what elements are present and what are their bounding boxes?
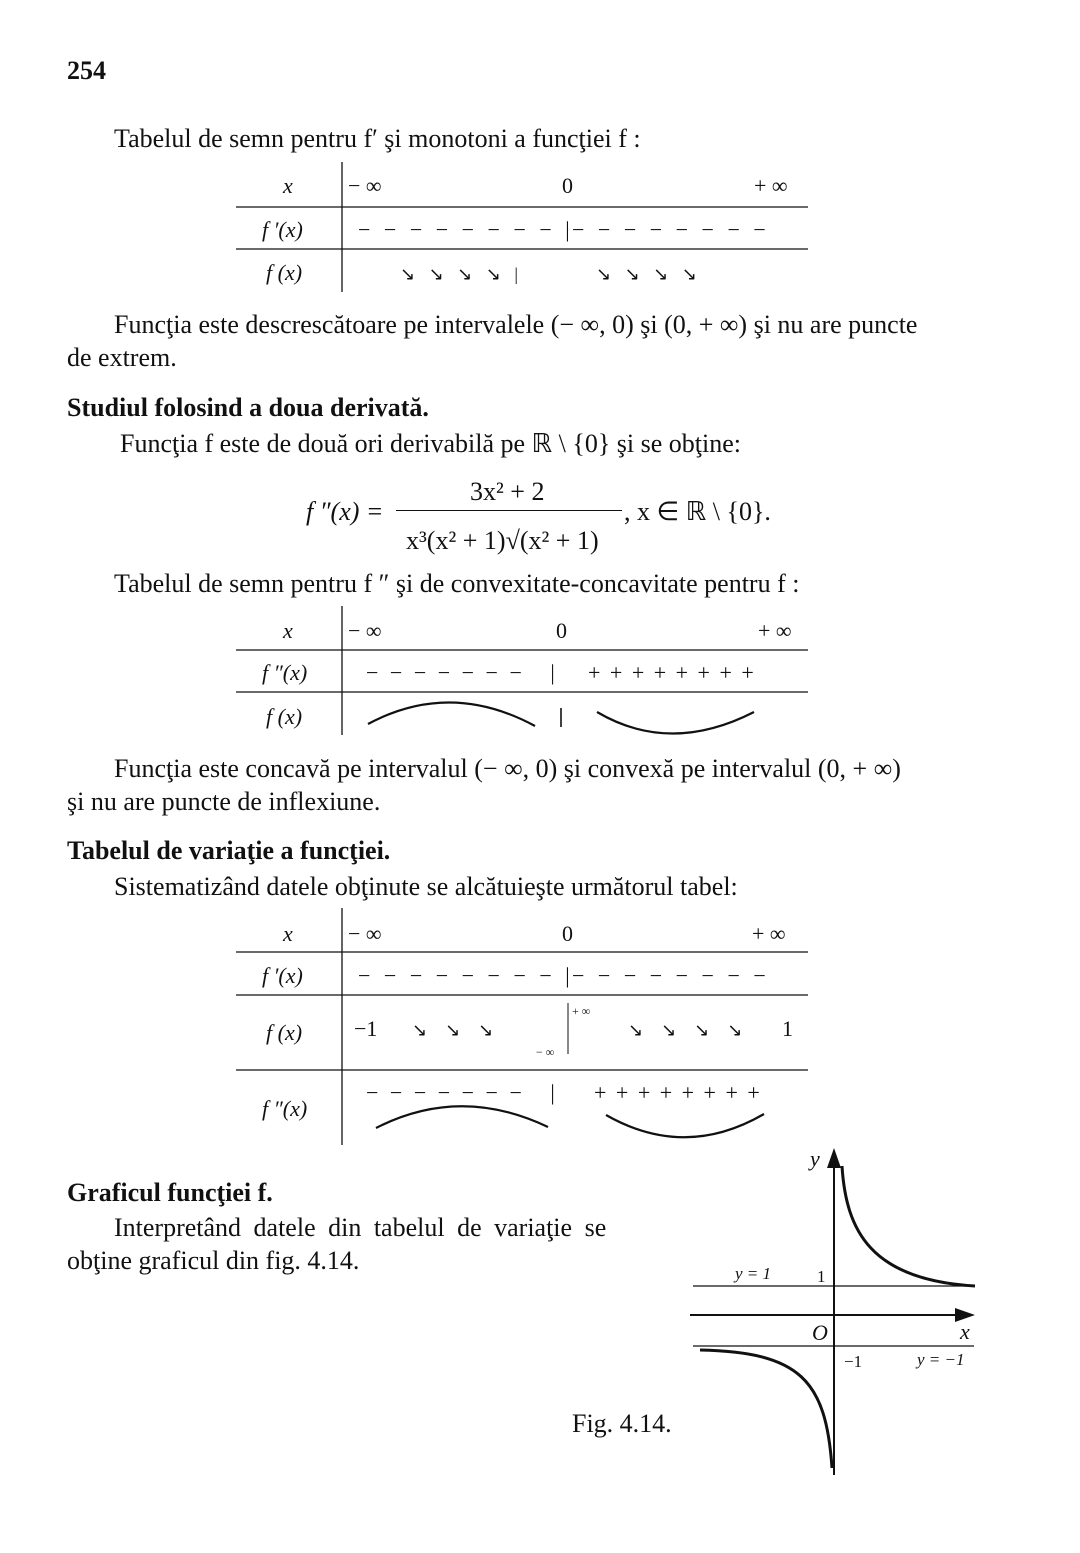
formula-domain: , x ∈ ℝ \ {0}. (624, 497, 771, 526)
curve-right-branch (842, 1166, 975, 1286)
asymptote-label-y1: y = 1 (735, 1264, 772, 1283)
sign-left: − − − − − − − − | (358, 217, 574, 242)
monotony-left: ↘ ↘ ↘ ↘ | (400, 264, 518, 284)
decreasing-left: ↘ ↘ ↘ (412, 1020, 494, 1040)
row-label-f: f (x) (266, 1020, 303, 1045)
row-label-fsecond: f ″(x) (262, 660, 308, 685)
decreasing-right: ↘ ↘ ↘ ↘ (628, 1020, 743, 1040)
sign-right: + + + + + + + + (588, 660, 756, 685)
section-heading: Studiul folosind a doua derivată. (67, 393, 429, 422)
paragraph: Funcţia este descrescătoare pe intervalele (− ∞, 0) şi (0, + ∞) şi nu are puncte (114, 310, 918, 339)
limit-plus-infinity: + ∞ (572, 1004, 591, 1018)
sign-left: − − − − − − − | (366, 660, 558, 685)
page-number: 254 (67, 56, 106, 85)
row-label-fsecond: f ″(x) (262, 1096, 308, 1121)
tick-one: 1 (817, 1267, 826, 1286)
origin-label: O (812, 1320, 828, 1345)
limit-one: 1 (782, 1016, 793, 1041)
section-heading: Tabelul de variaţie a funcţiei. (67, 836, 391, 865)
header-zero: 0 (562, 173, 573, 198)
header-x: x (283, 618, 293, 643)
header-plus-infinity: + ∞ (752, 921, 786, 946)
asymptote-label-ym1: y = −1 (917, 1350, 965, 1369)
y-axis-label: y (810, 1146, 820, 1171)
header-minus-infinity: − ∞ (348, 173, 382, 198)
function-graph (690, 1146, 975, 1475)
paragraph: Tabelul de semn pentru f′ şi monotoni a funcţiei f : (114, 124, 641, 153)
sign-table-first-derivative (236, 162, 808, 292)
section-heading: Graficul funcţiei f. (67, 1178, 273, 1207)
header-plus-infinity: + ∞ (758, 618, 792, 643)
header-zero: 0 (562, 921, 573, 946)
paragraph: Interpretând datele din tabelul de variaţie se (114, 1213, 607, 1242)
tick-minus-one: −1 (844, 1352, 863, 1371)
sign-table-second-derivative (236, 606, 808, 735)
paragraph: obţine graficul din fig. 4.14. (67, 1246, 360, 1275)
sign-right: − − − − − − − − (572, 217, 770, 242)
paragraph: Funcţia este concavă pe intervalul (− ∞, 0) şi convexă pe intervalul (0, + ∞) (114, 754, 901, 783)
sign-right: − − − − − − − − (572, 963, 770, 988)
convex-arc (606, 1114, 764, 1137)
monotony-right: ↘ ↘ ↘ ↘ (596, 264, 697, 284)
variation-table (236, 908, 808, 1145)
limit-minus-one: −1 (354, 1016, 378, 1041)
row-label-f: f (x) (266, 704, 303, 729)
sign-left: − − − − − − − − | (358, 963, 574, 988)
paragraph: Tabelul de semn pentru f ″ şi de convexitate-concavitate pentru f : (114, 569, 800, 598)
header-plus-infinity: + ∞ (754, 173, 788, 198)
convex-arc (597, 712, 754, 734)
concave-arc (376, 1106, 548, 1128)
row-label-fprime: f ′(x) (262, 963, 303, 988)
header-x: x (283, 173, 293, 198)
row-label-f: f (x) (266, 260, 303, 285)
concave-arc (368, 702, 535, 726)
header-minus-infinity: − ∞ (348, 921, 382, 946)
sign-right: + + + + + + + + (594, 1080, 762, 1105)
figure-caption: Fig. 4.14. (572, 1409, 672, 1438)
paragraph: şi nu are puncte de inflexiune. (67, 787, 381, 816)
formula-denominator: x³(x² + 1)√(x² + 1) (406, 526, 599, 555)
paragraph: Sistematizând datele obţinute se alcătuieşte următorul tabel: (114, 872, 738, 901)
paragraph: Funcţia f este de două ori derivabilă pe ℝ \ {0} şi se obţine: (120, 429, 742, 458)
sign-left: − − − − − − − | (366, 1080, 558, 1105)
y-axis-arrow-icon (827, 1148, 841, 1168)
header-minus-infinity: − ∞ (348, 618, 382, 643)
paragraph: de extrem. (67, 343, 177, 372)
formula-numerator: 3x² + 2 (470, 477, 545, 506)
header-zero: 0 (556, 618, 567, 643)
row-label-fprime: f ′(x) (262, 217, 303, 242)
formula-lhs: f ″(x) = (306, 497, 384, 526)
x-axis-label: x (960, 1319, 970, 1344)
limit-minus-infinity: − ∞ (536, 1045, 555, 1059)
header-x: x (283, 921, 293, 946)
curve-left-branch (700, 1350, 832, 1468)
